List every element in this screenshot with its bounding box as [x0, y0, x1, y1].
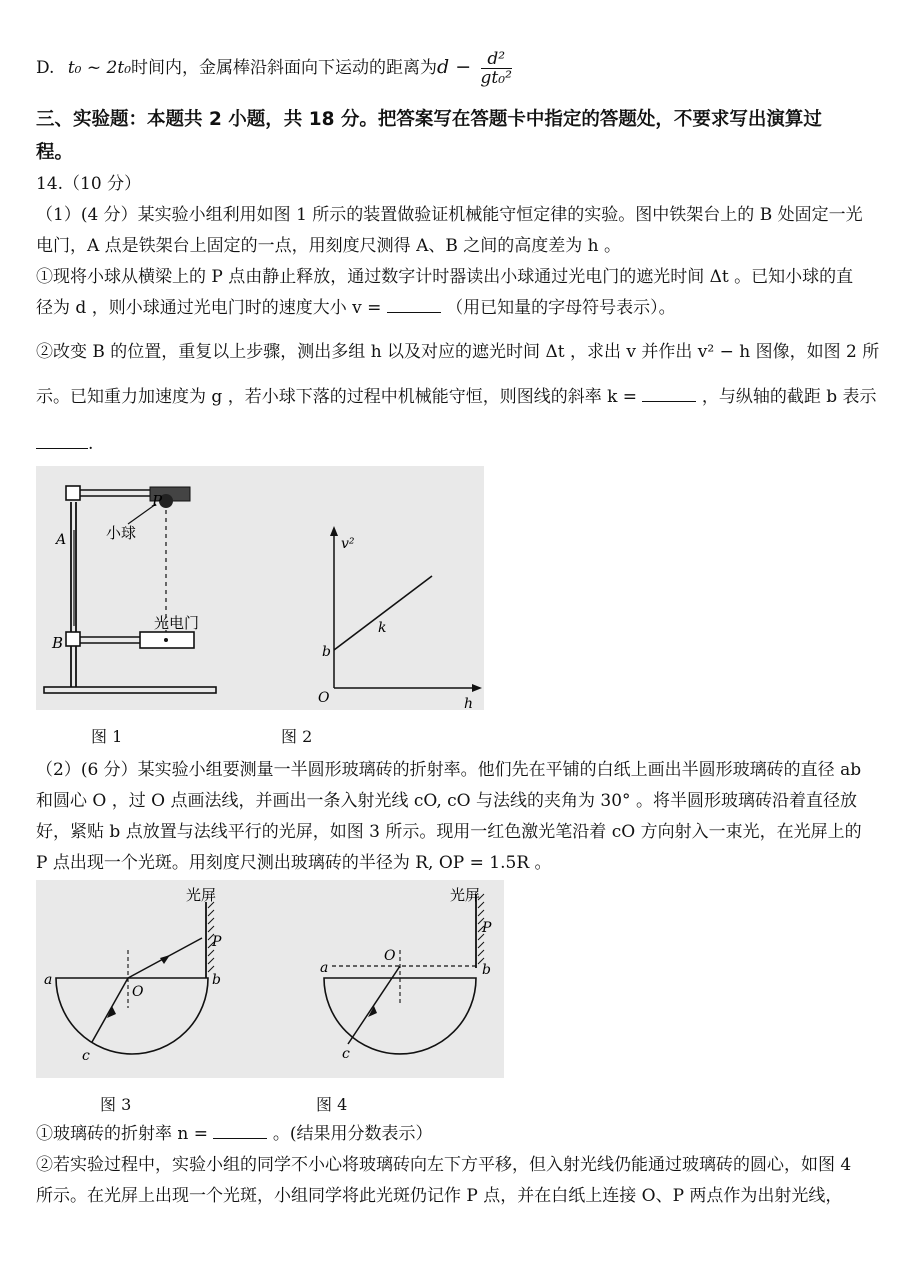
fig3-caption: 图 3 [100, 1095, 132, 1114]
section-3-title-cont: 程。 [36, 142, 74, 163]
answer-blank-intercept[interactable] [36, 448, 88, 449]
fig2-label-x: h [464, 696, 474, 710]
fig3-incident-ray [92, 978, 128, 1042]
option-d-text: 时间内，金属棒沿斜面向下运动的距离为 [131, 58, 438, 78]
q14-step2-line2 [36, 385, 877, 409]
fig4-caption: 图 4 [316, 1095, 348, 1114]
q14-part1-line2: 电门，A 点是铁架台上固定的一点，用刻度尺测得 A、B 之间的高度差为 h 。 [36, 236, 622, 256]
q14-part2-line4: P 点出现一个光斑。用刻度尺测出玻璃砖的半径为 R, OP = 1.5R 。 [36, 853, 552, 873]
answer-blank-velocity[interactable] [387, 312, 441, 313]
q14-header: 14.（10 分） [36, 174, 142, 194]
figure-3-4-drawing [36, 880, 504, 1078]
q14-part2-line2: 和圆心 O ，过 O 点画法线，并画出一条入射光线 cO, cO 与法线的夹角为 30° 。将半圆形玻璃砖沿着直径放 [36, 791, 857, 811]
fig1-label-A: A [56, 532, 67, 548]
fig1-label-gate: 光电门 [154, 614, 200, 632]
q14-step1-hint: （用已知量的字母符号表示）。 [446, 298, 676, 318]
q14-step1-text: 径为 d ，则小球通过光电门时的速度大小 v = [36, 298, 382, 318]
stand-base [44, 687, 216, 693]
q14-step1-line1: ①现将小球从横梁上的 P 点由静止释放，通过数字计时器读出小球通过光电门的遮光时间 Δt 。已知小球的直 [36, 267, 854, 287]
fraction-numerator: d² [481, 50, 512, 69]
fig3-label-P: P [212, 934, 222, 950]
bottom-clamp [66, 632, 80, 646]
option-d-fraction [481, 50, 512, 87]
option-d-range: t₀ ~ 2t₀ [67, 58, 132, 78]
q14-step2-text-b: ，与纵轴的截距 b 表示 [701, 387, 877, 407]
option-d [36, 50, 512, 87]
option-d-label: D. [36, 58, 55, 78]
answer-blank-refractive-index[interactable] [213, 1138, 267, 1139]
fig4-label-P: P [482, 920, 492, 936]
fig1-caption: 图 1 [91, 727, 123, 746]
fig2-label-y: v² [341, 536, 355, 552]
q14-answer-1-text: ①玻璃砖的折射率 n = [36, 1124, 209, 1144]
fig2-caption: 图 2 [281, 727, 313, 746]
fig4-semicircle [324, 978, 476, 1054]
q14-part1-line1: （1）(4 分）某实验小组利用如图 1 所示的装置做验证机械能守恒定律的实验。图中铁架台上的 B 处固定一光 [36, 205, 863, 225]
fig1-label-P: P [152, 492, 163, 510]
fraction-denominator: gt₀² [480, 68, 512, 88]
fig4-label-O: O [384, 948, 396, 964]
answer-blank-slope[interactable] [642, 401, 696, 402]
fig4-label-b: b [482, 962, 491, 978]
fig3-label-a: a [44, 972, 53, 988]
q14-step2-line3 [36, 432, 93, 456]
fig2-label-k: k [378, 620, 387, 636]
q14-step1-line2 [36, 296, 676, 320]
q14-answer-1-hint: 。(结果用分数表示） [272, 1124, 433, 1144]
q14-step2-line1: ②改变 B 的位置，重复以上步骤，测出多组 h 以及对应的遮光时间 Δt ，求出 v 并作出 v² − h 图像，如图 2 所 [36, 342, 880, 362]
option-d-expr: d − [437, 56, 472, 78]
fig2-line [334, 576, 432, 650]
figure-3-4 [36, 880, 504, 1078]
fig3-label-O: O [132, 984, 144, 1000]
q14-answer-2-line2: 所示。在光屏上出现一个光斑，小组同学将此光斑仍记作 P 点，并在白纸上连接 O、P 两点作为出射光线， [36, 1186, 843, 1206]
q14-step2-text: 示。已知重力加速度为 g ，若小球下落的过程中机械能守恒，则图线的斜率 k = [36, 387, 638, 407]
top-clamp [66, 486, 80, 500]
fig4-label-a: a [320, 960, 329, 976]
fig2-label-b: b [322, 644, 331, 660]
section-3-title: 三、实验题：本题共 2 小题，共 18 分。把答案写在答题卡中指定的答题处，不要求写出演算过 [36, 109, 822, 130]
fig1-label-B: B [52, 634, 64, 652]
fig4-label-c: c [342, 1046, 350, 1062]
fig3-label-b: b [212, 972, 221, 988]
fig4-label-screen: 光屏 [450, 886, 481, 904]
figure-1-2-drawing [36, 466, 484, 710]
fig3-label-screen: 光屏 [186, 886, 217, 904]
q14-part2-line3: 好，紧贴 b 点放置与法线平行的光屏，如图 3 所示。现用一红色激光笔沿着 cO 方向射入一束光，在光屏上的 [36, 822, 862, 842]
fig2-label-origin: O [318, 690, 330, 706]
q14-answer-2-line1: ②若实验过程中，实验小组的同学不小心将玻璃砖向左下方平移，但入射光线仍能通过玻璃砖的圆心，如图 4 [36, 1155, 852, 1175]
q14-answer-1 [36, 1122, 432, 1146]
fig1-label-ball: 小球 [106, 524, 137, 542]
figure-1-2 [36, 466, 484, 710]
q14-part2-line1: （2）(6 分）某实验小组要测量一半圆形玻璃砖的折射率。他们先在平铺的白纸上画出半圆形玻璃砖的直径 ab [36, 760, 862, 780]
q14-step2-period: . [88, 434, 94, 454]
fig3-label-c: c [82, 1048, 90, 1064]
